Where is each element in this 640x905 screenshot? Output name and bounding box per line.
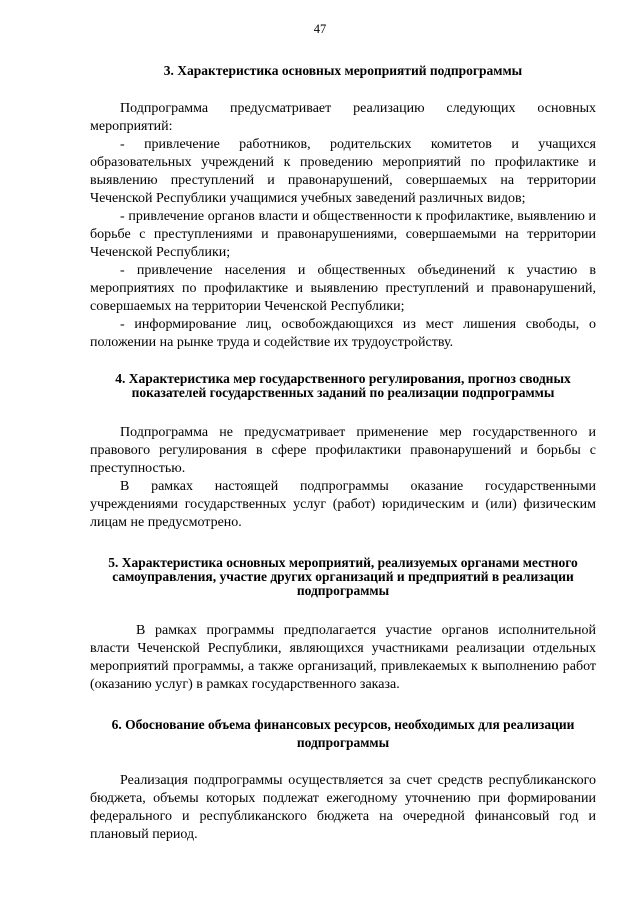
section-5-paragraph: В рамках программы предполагается участие органов исполнительной власти Чеченской Республики, являющихся участниками реализации отдельных мероприятий программы, а также организаций, привлекаемых к выполнению работ (оказанию услуг) в рамках государственного заказа. — [90, 623, 596, 692]
page-number: 47 — [313, 22, 327, 36]
section-6-paragraph: Реализация подпрограммы осуществляется за счет средств республиканского бюджета, объемы которых подлежат ежегодному уточнению при формировании федерального и республиканского бюджета на очередной финансовый год и плановый период. — [90, 773, 596, 842]
section-4 — [90, 372, 596, 532]
section-3-heading: 3. Характеристика основных мероприятий подпрограммы — [163, 63, 523, 78]
section-3-item: - привлечение населения и общественных объединений к участию в мероприятиях по профилактике и выявлению преступлений и правонарушений, совершаемых на территории Чеченской Республики; — [90, 263, 596, 314]
section-3-item: - привлечение работников, родительских комитетов и учащихся образовательных учреждений к проведению мероприятий по профилактике и выявлению преступлений и правонарушений, совершаемых на территории Чеченской Республики учащимися учебных заведений различных видов; — [90, 137, 596, 206]
section-4-paragraph: В рамках настоящей подпрограммы оказание государственными учреждениями государственных услуг (работ) юридическим и (или) физическим лицам не предусмотрено. — [90, 479, 596, 530]
document-body — [90, 56, 596, 844]
section-4-paragraph: Подпрограмма не предусматривает применение мер государственного и правового регулирования в сфере профилактики правонарушений и борьбы с преступностью. — [90, 425, 596, 476]
section-6 — [90, 716, 596, 844]
section-6-heading: 6. Обоснование объема финансовых ресурсов, необходимых для реализации подпрограммы — [111, 717, 575, 750]
section-4-heading: 4. Характеристика мер государственного регулирования, прогноз сводных показателей государственных заданий по реализации подпрограммы — [115, 371, 571, 400]
section-3-item: - привлечение органов власти и общественности к профилактике, выявлению и борьбе с преступлениями и правонарушениями, совершаемыми на территории Чеченской Республики; — [90, 209, 596, 260]
section-3 — [90, 64, 596, 352]
section-5-heading: 5. Характеристика основных мероприятий, реализуемых органами местного самоуправления, участие других организаций и предприятий в реализации подпрограммы — [108, 555, 578, 598]
section-5 — [90, 556, 596, 694]
section-3-intro: Подпрограмма предусматривает реализацию следующих основных мероприятий: — [90, 101, 596, 134]
section-3-item: - информирование лиц, освобождающихся из мест лишения свободы, о положении на рынке труда и содействие их трудоустройству. — [90, 317, 596, 350]
